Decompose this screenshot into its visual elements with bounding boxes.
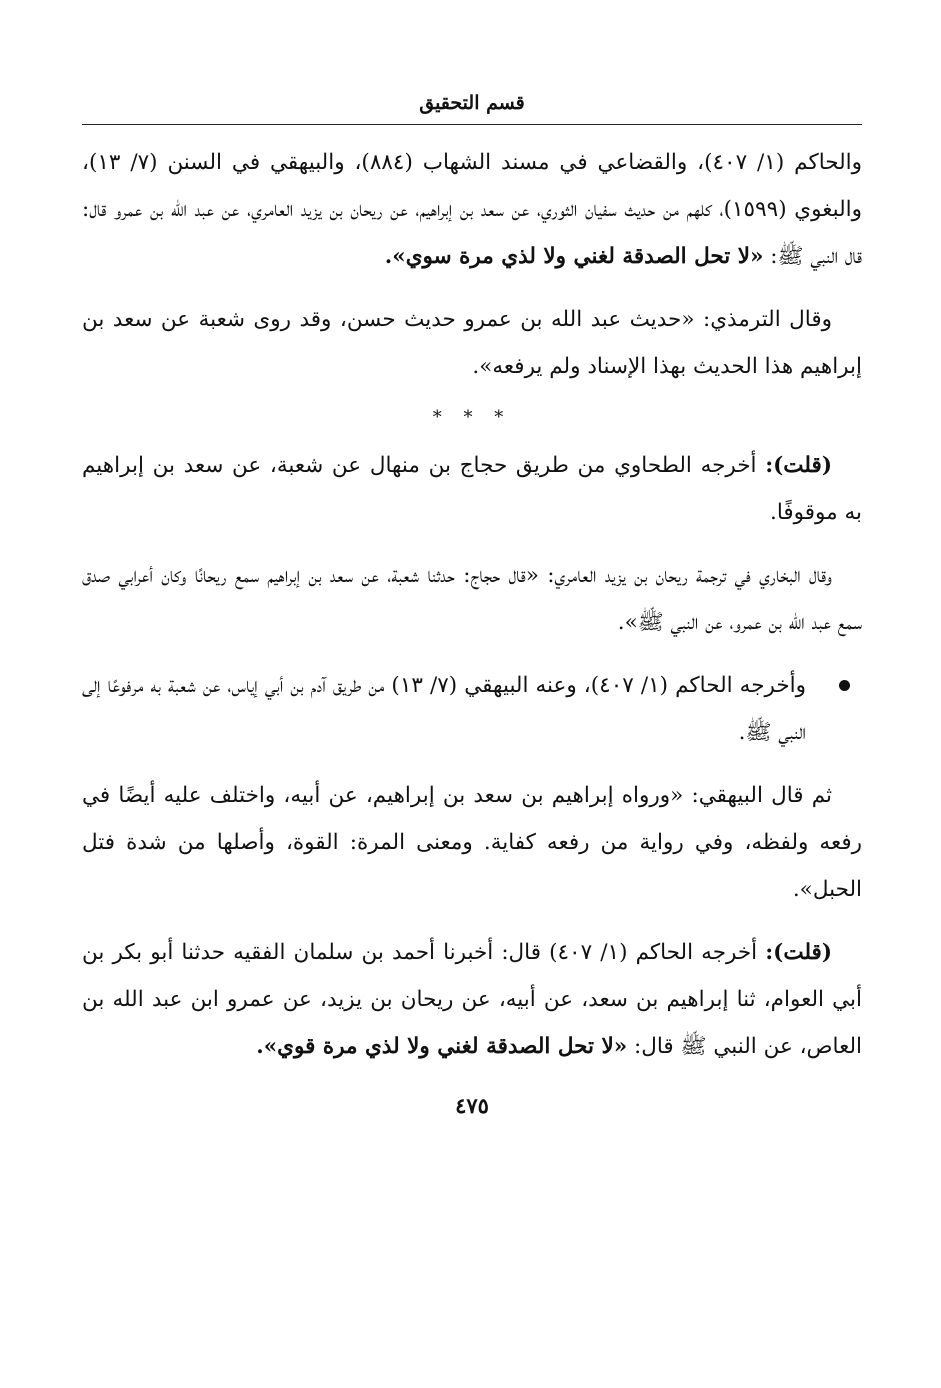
- paragraph-2: وقال الترمذي: «حديث عبد الله بن عمرو حديث حسن، وقد روى شعبة عن سعد بن إبراهيم هذا الحديث بهذا الإسناد ولم يرفعه».: [82, 307, 862, 379]
- paragraph-7: [82, 929, 862, 1070]
- paragraph-6: ثم قال البيهقي: «ورواه إبراهيم بن سعد بن إبراهيم، عن أبيه، واختلف عليه أيضًا في رفعه ولفظه، وفي رواية من رفعه كفاية. ومعنى المرة: القوة، وأصلها من شدة فتل الحبل».: [82, 783, 862, 902]
- book-page: [82, 88, 862, 1348]
- paragraph-3: [82, 442, 862, 536]
- paragraph-4: وقال البخاري في ترجمة ريحان بن يزيد العامري: «قال حجاج: حدثنا شعبة، عن سعد بن إبراهيم سمع ريحانًا وكان أعرابي صدق سمع عبد الله بن عمرو، عن النبي ﷺ».: [82, 563, 862, 635]
- qult-label: (قلت):: [765, 940, 833, 965]
- bullet-icon: [839, 680, 850, 691]
- page-number: ٤٧٥: [455, 1093, 489, 1118]
- bullet-item-text: وأخرجه الحاكم (١/ ٤٠٧)، وعنه البيهقي (٧/ ١٣) من طريق آدم بن أبي إياس، عن شعبة به مرفوعًا إلى النبي ﷺ.: [82, 673, 807, 745]
- paragraph-7-text: أخرجه الحاكم (١/ ٤٠٧) قال: أخبرنا أحمد بن سلمان الفقيه حدثنا أبو بكر بن أبي العوام، ثنا إبراهيم بن سعد، عن أبيه، عن ريحان بن يزيد، عن عمرو ابن عبد الله بن العاص، عن النبي ﷺ قال:: [82, 940, 862, 1059]
- hadith-quote-1: «لا تحل الصدقة لغني ولا لذي مرة سوي».: [384, 244, 764, 269]
- paragraph-1-text: والحاكم (١/ ٤٠٧)، والقضاعي في مسند الشهاب (٨٨٤)، والبيهقي في السنن (٧/ ١٣)، والبغوي (١٥٩٩)، كلهم من حديث سفيان الثوري، عن سعد بن إبراهيم، عن ريحان بن يزيد العامري، عن عبد الله بن عمرو قال: قال النبي ﷺ:: [82, 150, 863, 269]
- hadith-quote-2: «لا تحل الصدقة لغني ولا لذي مرة قوي».: [256, 1034, 628, 1059]
- bullet-item: [82, 662, 862, 756]
- paragraph-1: [82, 139, 862, 280]
- qult-label: (قلت):: [765, 453, 832, 478]
- section-separator: * * *: [432, 407, 512, 428]
- paragraph-3-text: أخرجه الطحاوي من طريق حجاج بن منهال عن شعبة، عن سعد بن إبراهيم به موقوفًا.: [82, 453, 862, 525]
- running-header: قسم التحقيق: [82, 88, 862, 125]
